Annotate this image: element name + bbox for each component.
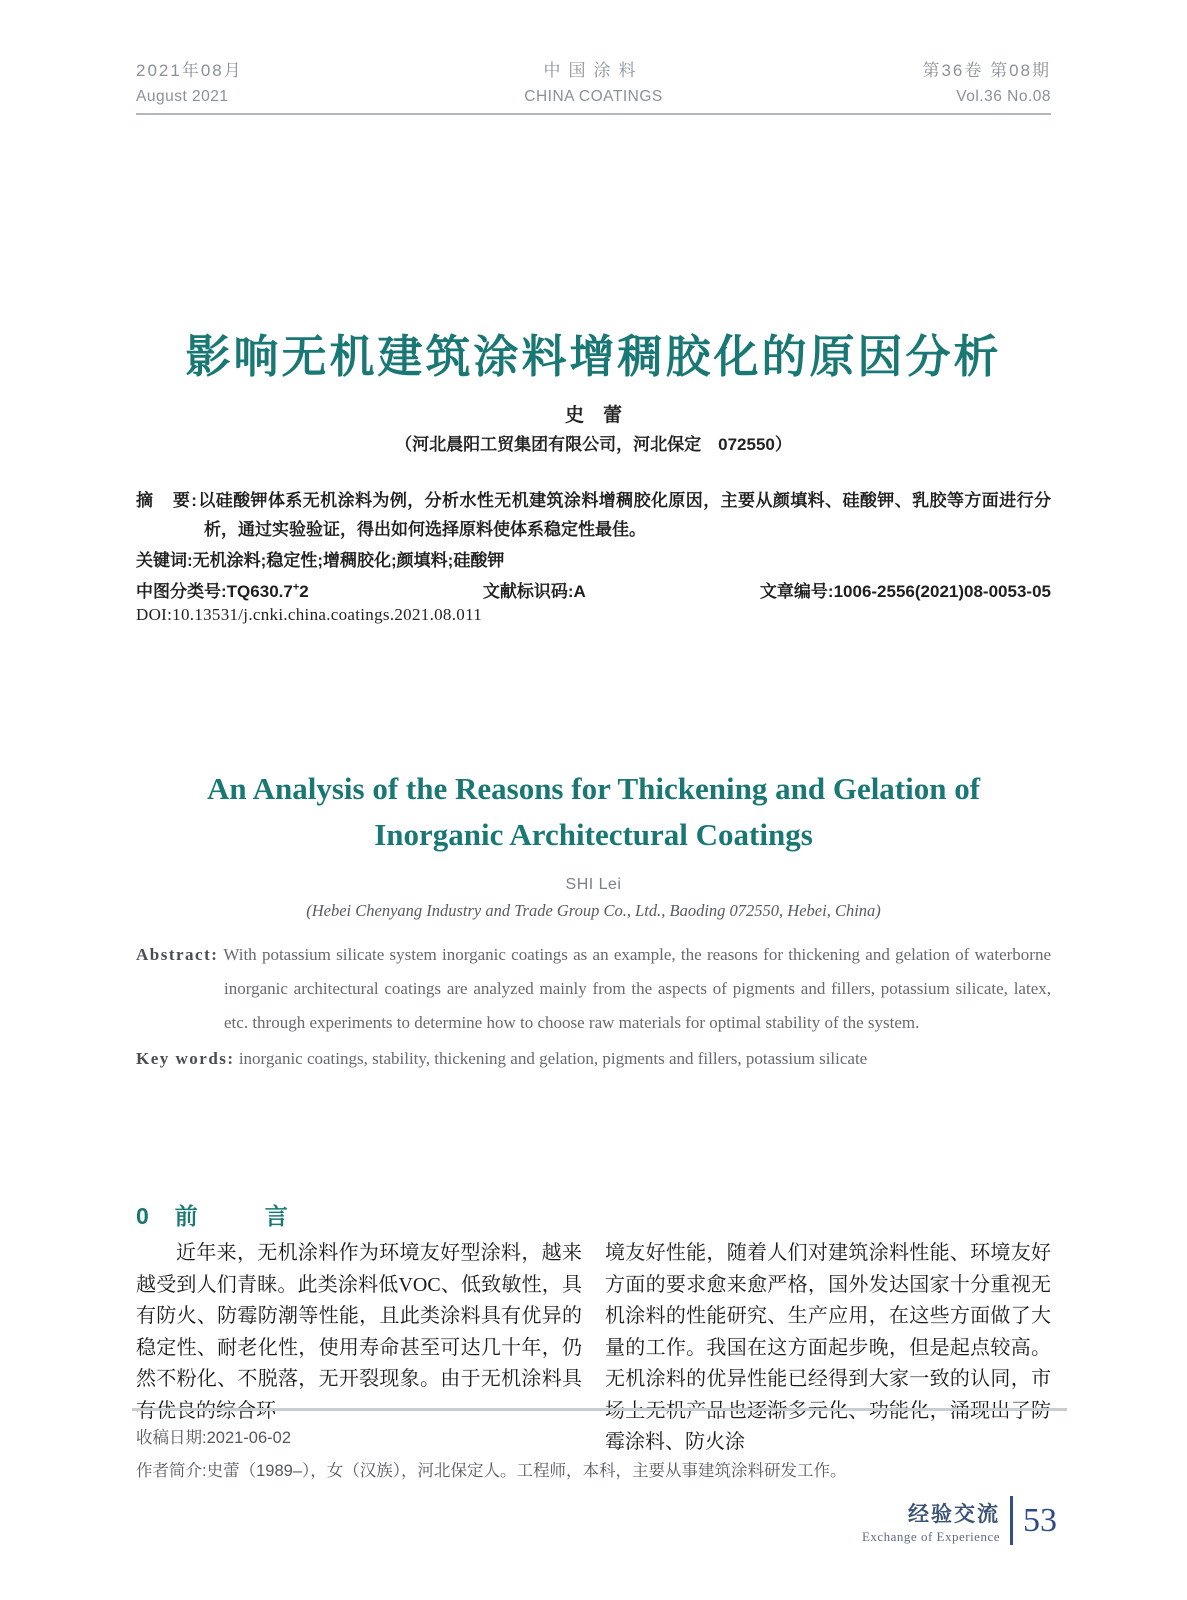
footnote-divider — [132, 1408, 1067, 1411]
article-title-en — [0, 766, 1187, 858]
column-label-cn: 经验交流 — [908, 1503, 1000, 1526]
header-journal-cn: 中国涂料 — [543, 61, 644, 80]
doc-code-label: 文献标识码: — [482, 582, 574, 601]
doi: DOI:10.13531/j.cnki.china.coatings.2021.08.011 — [136, 605, 483, 624]
keywords-text-en: inorganic coatings, stability, thickening and gelation, pigments and fillers, potassium silicate — [238, 1049, 868, 1068]
classification-row — [136, 577, 1051, 602]
body-column-right — [605, 1238, 1051, 1459]
doc-code-value: A — [573, 582, 586, 601]
header-issue-en: Vol.36 No.08 — [956, 88, 1051, 105]
abstract-en-block — [136, 938, 1051, 1076]
clc-label: 中图分类号: — [136, 582, 227, 601]
received-value: 2021-06-02 — [206, 1429, 291, 1447]
header-date-en: August 2021 — [136, 88, 229, 105]
title-en-line2: Inorganic Architectural Coatings — [374, 817, 813, 852]
author-name-cn: 史 蕾 — [564, 405, 622, 426]
abstract-en — [136, 938, 1051, 1040]
keywords-label-cn: 关键词: — [136, 551, 193, 570]
abstract-text-en: With potassium silicate system inorganic coatings as an example, the reasons for thickening and gelation of waterborne inorganic architectural coatings are analyzed mainly from the aspects of pigments and fillers, potassium silicate, latex, etc. through experiments to determine how to choose raw materials for optimal stability of the system. — [223, 945, 1051, 1032]
body-paragraph-left: 近年来，无机涂料作为环境友好型涂料，越来越受到人们青睐。此类涂料低VOC、低致敏性，具有防火、防霉防潮等性能，且此类涂料具有优异的稳定性、耐老化性，使用寿命甚至可达几十年，仍然不粉化、不脱落，无开裂现象。由于无机涂料具有优良的综合环 — [136, 1242, 582, 1422]
header-issue-cn: 第36卷 第08期 — [922, 61, 1051, 80]
clc-base: TQ630.7 — [226, 582, 293, 601]
article-no-label: 文章编号: — [759, 582, 834, 601]
clc-tail: 2 — [299, 582, 309, 601]
section-title: 前 言 — [174, 1203, 310, 1229]
header-volume-issue — [922, 58, 1051, 110]
abstract-label-cn: 摘 要: — [136, 491, 198, 510]
abstract-text-cn: 以硅酸钾体系无机涂料为例，分析水性无机建筑涂料增稠胶化原因，主要从颜填料、硅酸钾、乳胶等方面进行分析，通过实验验证，得出如何选择原料使体系稳定性最佳。 — [197, 491, 1052, 539]
article-number — [760, 577, 1051, 602]
bio-value: 史蕾（1989–），女（汉族），河北保定人。工程师，本科，主要从事建筑涂料研发工作。 — [206, 1462, 847, 1480]
title-en-line1: An Analysis of the Reasons for Thickening and Gelation of — [206, 771, 981, 806]
section-number: 0 — [136, 1203, 149, 1229]
keywords-label-en: Key words: — [136, 1049, 235, 1068]
column-label-en: Exchange of Experience — [861, 1529, 1000, 1544]
section-heading — [136, 1198, 310, 1231]
footer-page-block — [862, 1496, 1057, 1545]
header-journal-en: CHINA COATINGS — [524, 88, 663, 105]
abstract-cn — [136, 486, 1051, 544]
received-date-line — [136, 1424, 291, 1448]
author-name-en: SHI Lei — [565, 876, 622, 893]
clc-superscript: + — [292, 581, 300, 594]
affiliation-en: (Hebei Chenyang Industry and Trade Group Co., Ltd., Baoding 072550, Hebei, China) — [306, 901, 881, 920]
affiliation-cn: （河北晨阳工贸集团有限公司，河北保定 072550） — [395, 435, 792, 454]
header-date-cn: 2021年08月 — [136, 61, 243, 80]
clc-number — [136, 577, 309, 602]
bio-label: 作者简介: — [136, 1462, 207, 1480]
column-label — [862, 1496, 1010, 1545]
keywords-text-cn: 无机涂料;稳定性;增稠胶化;颜填料;硅酸钾 — [192, 551, 505, 570]
header-divider — [136, 113, 1051, 115]
author-bio-line — [136, 1457, 846, 1481]
keywords-en — [136, 1042, 1051, 1076]
keywords-cn — [136, 546, 1051, 571]
received-label: 收稿日期: — [136, 1429, 207, 1447]
body-paragraph-right: 境友好性能，随着人们对建筑涂料性能、环境友好方面的要求愈来愈严格，国外发达国家十分重视无机涂料的性能研究、生产应用，在这些方面做了大量的工作。我国在这方面起步晚，但是起点较高。无机涂料的优异性能已经得到大家一致的认同，市场上无机产品也逐渐多元化、功能化，涌现出了防霉涂料、防火涂 — [605, 1242, 1051, 1453]
document-code — [483, 577, 586, 602]
abstract-label-en: Abstract: — [136, 945, 219, 964]
article-title-cn: 影响无机建筑涂料增稠胶化的原因分析 — [185, 331, 1002, 382]
article-no-value: 1006-2556(2021)08-0053-05 — [833, 582, 1051, 601]
page-number: 53 — [1023, 1502, 1057, 1539]
